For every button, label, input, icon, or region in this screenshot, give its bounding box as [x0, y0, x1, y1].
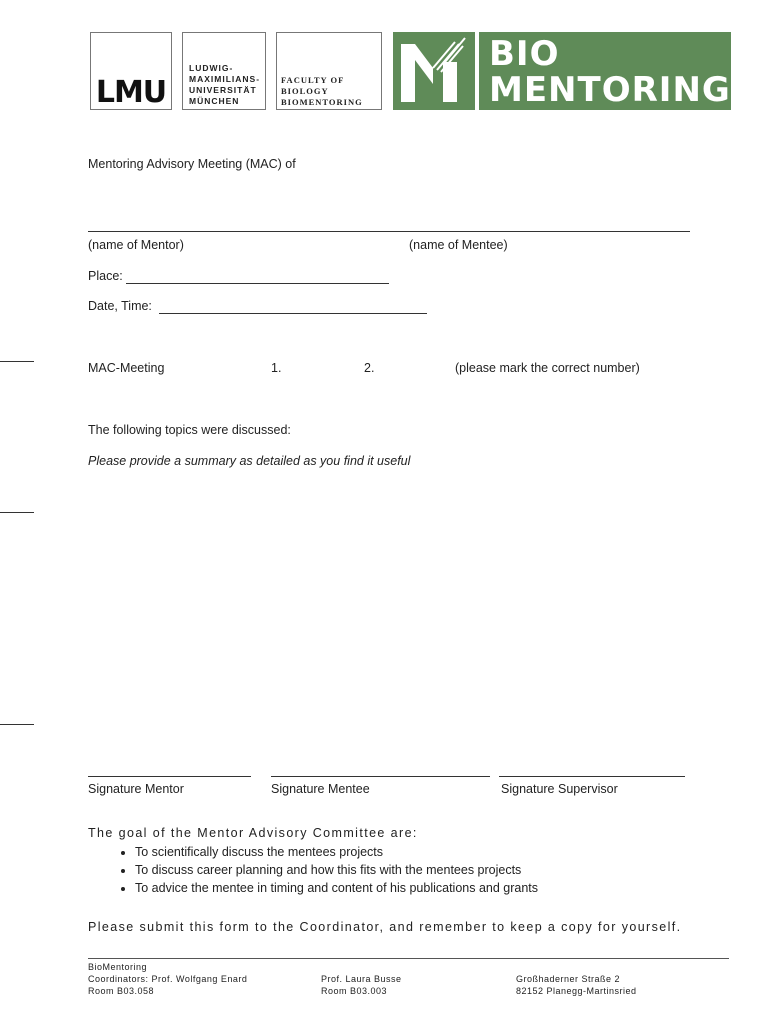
lmu-name-line: UNIVERSITÄT [189, 85, 257, 95]
goal-item: • To discuss career planning and how this fits with the mentees projects [135, 861, 538, 879]
signature-supervisor-label: Signature Supervisor [501, 782, 618, 796]
m-ribbon-icon [393, 32, 471, 110]
footer-line: 82152 Planegg-Martinsried [516, 986, 637, 996]
signature-supervisor-line[interactable] [499, 776, 685, 777]
date-time-field[interactable] [159, 313, 427, 314]
names-line[interactable] [88, 231, 690, 232]
place-field[interactable] [126, 283, 389, 284]
place-label: Place: [88, 269, 123, 283]
date-time-label: Date, Time: [88, 299, 152, 313]
lmu-name-line: LUDWIG- [189, 63, 234, 73]
signature-mentee-line[interactable] [271, 776, 490, 777]
footer-coordinator-info [88, 961, 247, 997]
footer-line: Prof. Laura Busse [321, 974, 402, 984]
mentee-name-label: (name of Mentee) [409, 238, 508, 252]
lmu-university-name [182, 32, 266, 110]
mentor-name-label: (name of Mentor) [88, 238, 184, 252]
faculty-label [276, 32, 382, 110]
footer-line: BioMentoring [88, 962, 148, 972]
footer-line: Coordinators: Prof. Wolfgang Enard [88, 974, 248, 984]
goal-list [110, 843, 538, 897]
footer-line: Room B03.003 [321, 986, 388, 996]
signature-mentor-line[interactable] [88, 776, 251, 777]
signature-mentor-label: Signature Mentor [88, 782, 184, 796]
signature-mentee-label: Signature Mentee [271, 782, 370, 796]
mentoring-word: MENTORING [489, 70, 731, 110]
meeting-option-2[interactable]: 2. [364, 361, 375, 375]
lmu-mark: LMU [95, 75, 167, 110]
form-title: Mentoring Advisory Meeting (MAC) of [88, 157, 296, 171]
biomentoring-logo [393, 32, 731, 110]
submit-note: Please submit this form to the Coordinator, and remember to keep a copy for yourself. [88, 920, 682, 934]
footer-address [516, 973, 637, 997]
summary-area[interactable] [88, 478, 728, 758]
topics-heading: The following topics were discussed: [88, 423, 291, 437]
fold-mark [0, 724, 34, 725]
lmu-name-line: MAXIMILIANS- [189, 74, 261, 84]
faculty-line: FACULTY OF [281, 75, 345, 85]
lmu-name-line: MÜNCHEN [189, 96, 240, 106]
goal-item: • To scientifically discuss the mentees projects [135, 843, 538, 861]
mac-meeting-label: MAC-Meeting [88, 361, 165, 375]
goal-item: • To advice the mentee in timing and content of his publications and grants [135, 879, 538, 897]
meeting-option-1[interactable]: 1. [271, 361, 282, 375]
summary-hint: Please provide a summary as detailed as you find it useful [88, 454, 411, 468]
faculty-line: BIOLOGY [281, 86, 329, 96]
punch-mark [0, 512, 34, 513]
footer-line: Großhaderner Straße 2 [516, 974, 621, 984]
logo-divider [475, 32, 479, 110]
faculty-line: BIOMENTORING [281, 97, 363, 107]
footer-second-coordinator [321, 973, 402, 997]
fold-mark [0, 361, 34, 362]
mark-number-note: (please mark the correct number) [455, 361, 640, 375]
goal-heading: The goal of the Mentor Advisory Committee are: [88, 826, 418, 840]
bio-word: BIO [489, 34, 560, 74]
lmu-logo [90, 32, 172, 110]
footer-rule [88, 958, 729, 959]
footer-line: Room B03.058 [88, 986, 155, 996]
